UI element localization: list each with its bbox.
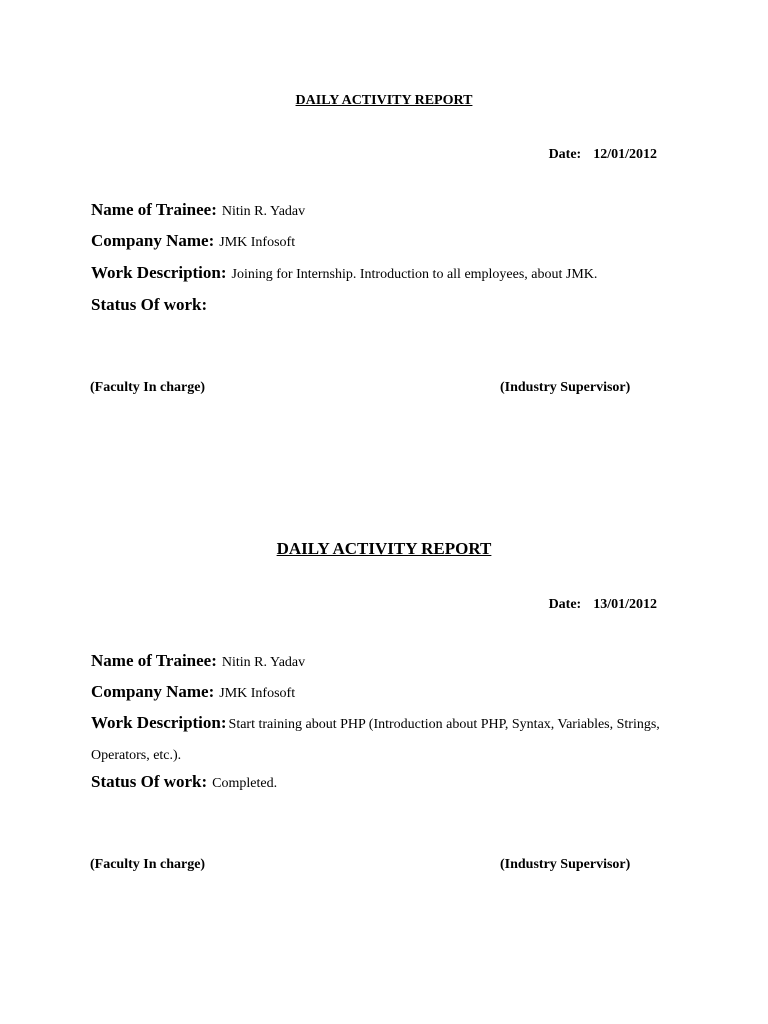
report-date <box>549 147 657 163</box>
trainee-name-label: Name of Trainee: <box>91 200 217 219</box>
company-name-field <box>91 682 681 702</box>
status-of-work-field <box>91 295 681 315</box>
date-label: Date: <box>548 147 582 162</box>
report-title: DAILY ACTIVITY REPORT <box>276 539 492 558</box>
trainee-name-field <box>91 651 681 671</box>
work-description-label: Work Description: <box>91 263 227 282</box>
work-description-value: Start training about PHP (Introduction about PHP, Syntax, Variables, Strings, Operators, etc.). <box>91 717 660 763</box>
status-of-work-label: Status Of work: <box>91 772 208 791</box>
company-name-value: JMK Infosoft <box>219 235 296 250</box>
work-description-field <box>91 263 681 283</box>
work-description-field <box>91 708 681 771</box>
date-label: Date: <box>548 597 582 612</box>
supervisor-signature-label: (Industry Supervisor) <box>500 857 631 872</box>
work-description-value: Joining for Internship. Introduction to all employees, about JMK. <box>231 267 598 282</box>
status-of-work-label: Status Of work: <box>91 295 208 314</box>
company-name-label: Company Name: <box>91 682 215 701</box>
status-of-work-value: Completed. <box>212 776 278 791</box>
company-name-label: Company Name: <box>91 231 215 250</box>
company-name-field <box>91 231 681 251</box>
trainee-name-value: Nitin R. Yadav <box>221 204 306 219</box>
work-description-label: Work Description: <box>91 713 227 732</box>
company-name-value: JMK Infosoft <box>219 686 296 701</box>
supervisor-signature-label: (Industry Supervisor) <box>500 380 631 395</box>
report-date <box>549 597 657 613</box>
date-value: 13/01/2012 <box>593 597 657 612</box>
trainee-name-label: Name of Trainee: <box>91 651 217 670</box>
faculty-signature-label: (Faculty In charge) <box>90 380 206 395</box>
trainee-name-field <box>91 200 681 220</box>
date-value: 12/01/2012 <box>593 147 657 162</box>
report-title: DAILY ACTIVITY REPORT <box>295 93 473 108</box>
trainee-name-value: Nitin R. Yadav <box>221 655 306 670</box>
status-of-work-field <box>91 772 681 792</box>
faculty-signature-label: (Faculty In charge) <box>90 857 206 872</box>
